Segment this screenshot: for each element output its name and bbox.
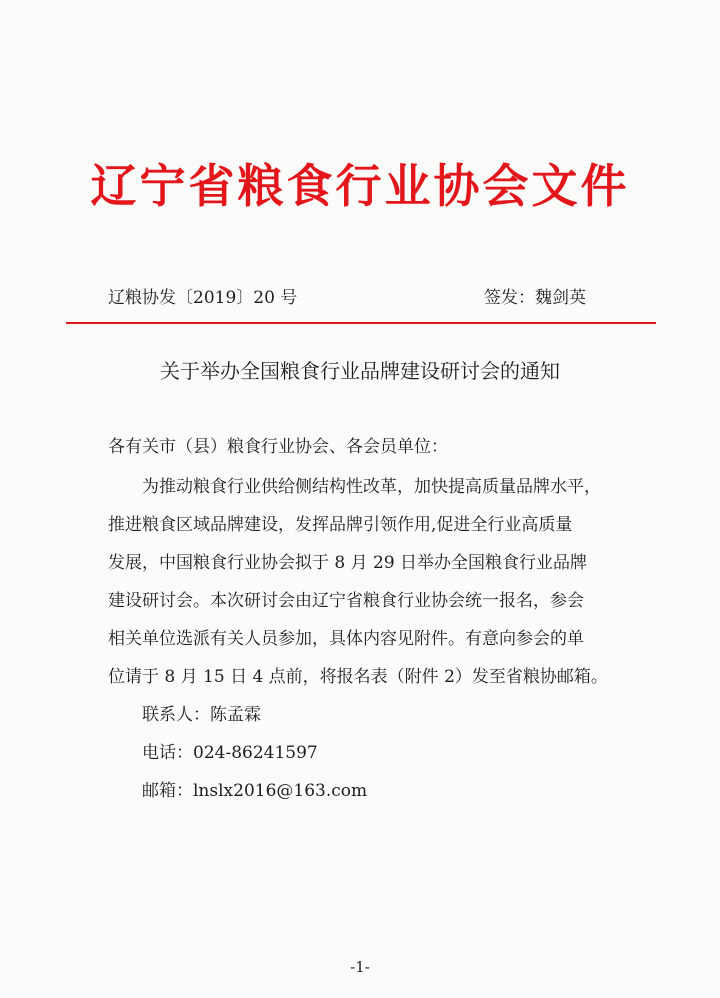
document-signer: 签发：魏剑英 [484,288,586,308]
salutation: 各有关市（县）粮食行业协会、各会员单位： [108,437,448,457]
body-line: 位请于 8 月 15 日 4 点前，将报名表（附件 2）发至省粮协邮箱。 [108,667,608,687]
document-header-title: 辽宁省粮食行业协会文件 [90,159,630,213]
page-number: -1- [350,958,370,976]
body-line: 发展，中国粮食行业协会拟于 8 月 29 日举办全国粮食行业品牌 [108,553,588,573]
body-line: 建设研讨会。本次研讨会由辽宁省粮食行业协会统一报名，参会 [108,591,584,611]
red-divider-line [66,322,656,324]
body-line: 为推动粮食行业供给侧结构性改革，加快提高质量品牌水平， [142,477,601,497]
body-line: 相关单位选派有关人员参加，具体内容见附件。有意向参会的单 [108,629,584,649]
document-number: 辽粮协发〔2019〕20 号 [108,288,298,308]
notice-title: 关于举办全国粮食行业品牌建设研讨会的通知 [160,359,560,383]
body-line: 推进粮食区域品牌建设，发挥品牌引领作用,促进全行业高质量 [108,515,573,535]
contact-phone: 电话：024-86241597 [142,743,318,763]
contact-person: 联系人：陈孟霖 [142,705,261,725]
contact-email: 邮箱：lnslx2016@163.com [142,781,368,801]
